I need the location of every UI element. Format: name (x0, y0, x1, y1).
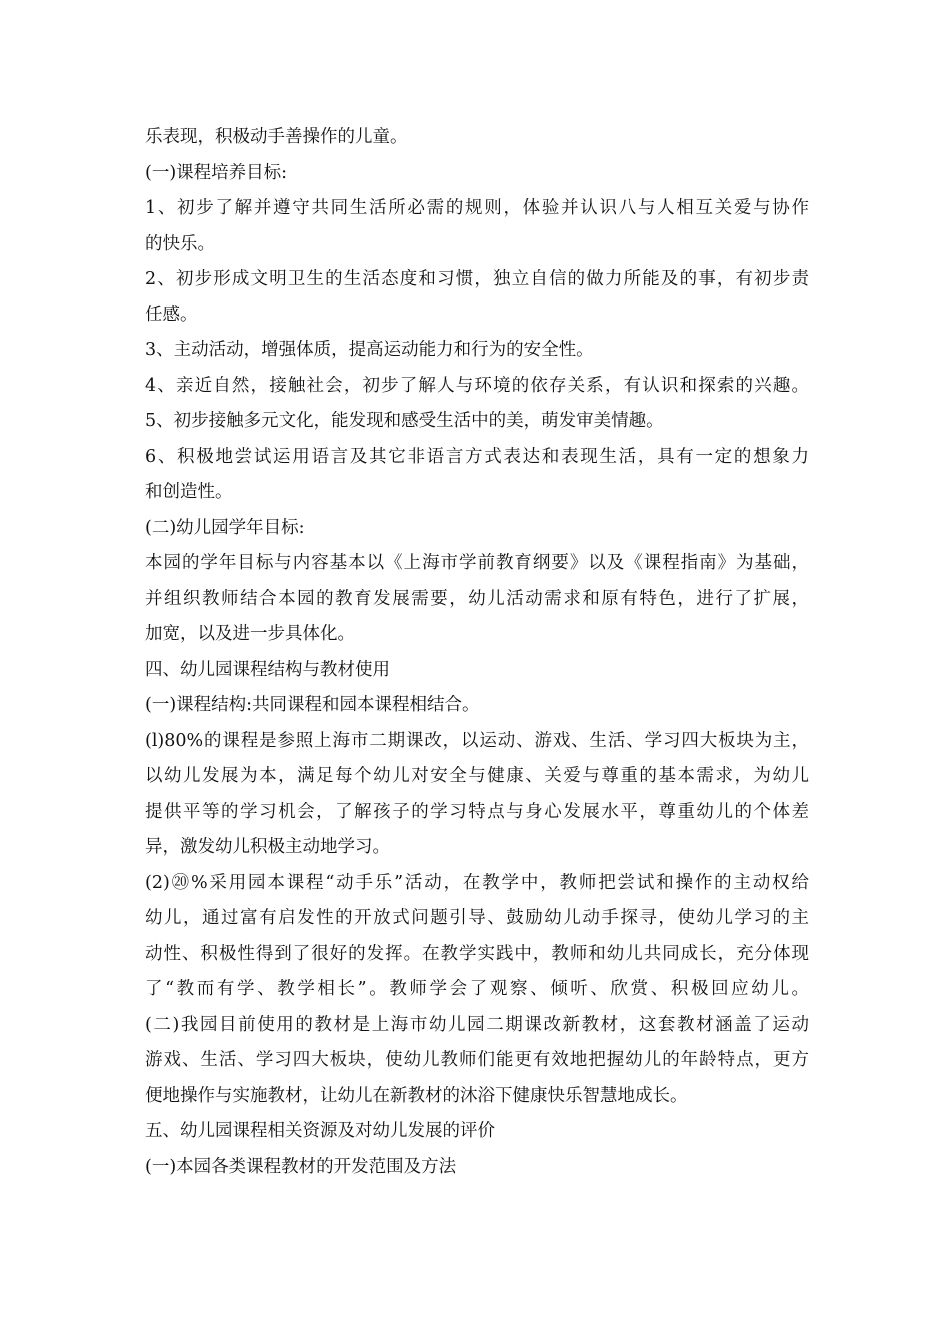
text-line: 加宽，以及进一步具体化。 (145, 624, 355, 644)
text-line: 游戏、生活、学习四大板块，使幼儿教师们能更有效地把握幼儿的年龄特点，更方 (145, 1050, 809, 1070)
text-line: 和创造性。 (145, 482, 233, 502)
text-line: (二)幼儿园学年目标: (145, 517, 305, 538)
text-line: 4、亲近自然，接触社会，初步了解人与环境的依存关系，有认识和探索的兴趣。 (145, 375, 809, 396)
text-line: 任感。 (145, 304, 198, 325)
text-line: 并组织教师结合本园的教育发展需要，幼儿活动需求和原有特色，进行了扩展， (145, 588, 809, 609)
text-line: 了“教而有学、教学相长”。教师学会了观察、倾听、欣赏、积极回应幼儿。 (145, 979, 809, 999)
text-line: 动性、积极性得到了很好的发挥。在教学实践中，教师和幼儿共同成长，充分体现 (145, 943, 809, 964)
text-line: 3、主动活动，增强体质，提高运动能力和行为的安全性。 (145, 340, 594, 360)
text-line: (l)80%的课程是参照上海市二期课改，以运动、游戏、生活、学习四大板块为主， (145, 730, 809, 751)
text-line: 的快乐。 (145, 233, 215, 254)
text-line: 6、积极地尝试运用语言及其它非语言方式表达和表现生活，具有一定的想象力 (145, 446, 809, 467)
text-line: 2、初步形成文明卫生的生活态度和习惯，独立自信的做力所能及的事，有初步责 (145, 269, 809, 289)
text-line: 本园的学年目标与内容基本以《上海市学前教育纲要》以及《课程指南》为基础， (145, 553, 809, 573)
text-line: 以幼儿发展为本，满足每个幼儿对安全与健康、关爱与尊重的基本需求，为幼儿 (145, 766, 809, 786)
text-line: 乐表现，积极动手善操作的儿童。 (145, 127, 408, 147)
document-body (145, 120, 809, 1185)
text-line: 便地操作与实施教材，让幼儿在新教材的沐浴下健康快乐智慧地成长。 (145, 1085, 688, 1106)
text-line: 幼儿，通过富有启发性的开放式问题引导、鼓励幼儿动手探寻，使幼儿学习的主 (145, 908, 809, 928)
text-line: (一)课程培养目标: (145, 162, 288, 183)
text-line: 异，激发幼儿积极主动地学习。 (145, 837, 390, 857)
text-line: 五、幼儿园课程相关资源及对幼儿发展的评价 (145, 1121, 495, 1141)
text-line: (一)课程结构:共同课程和园本课程相结合。 (145, 695, 480, 715)
text-line: 提供平等的学习机会，了解孩子的学习特点与身心发展水平，尊重幼儿的个体差 (145, 801, 809, 822)
text-line: 5、初步接触多元文化，能发现和感受生活中的美，萌发审美情趣。 (145, 411, 664, 431)
text-line: 四、幼儿园课程结构与教材使用 (145, 659, 390, 680)
text-line: (二)我园目前使用的教材是上海市幼儿园二期课改新教材，这套教材涵盖了运动 (145, 1014, 809, 1035)
text-line: 1、初步了解并遵守共同生活所必需的规则，体验并认识八与人相互关爱与协作 (145, 198, 809, 218)
text-line: (2)⑳%采用园本课程“动手乐”活动，在教学中，教师把尝试和操作的主动权给 (145, 872, 809, 893)
text-line: (一)本园各类课程教材的开发范围及方法 (145, 1156, 457, 1177)
